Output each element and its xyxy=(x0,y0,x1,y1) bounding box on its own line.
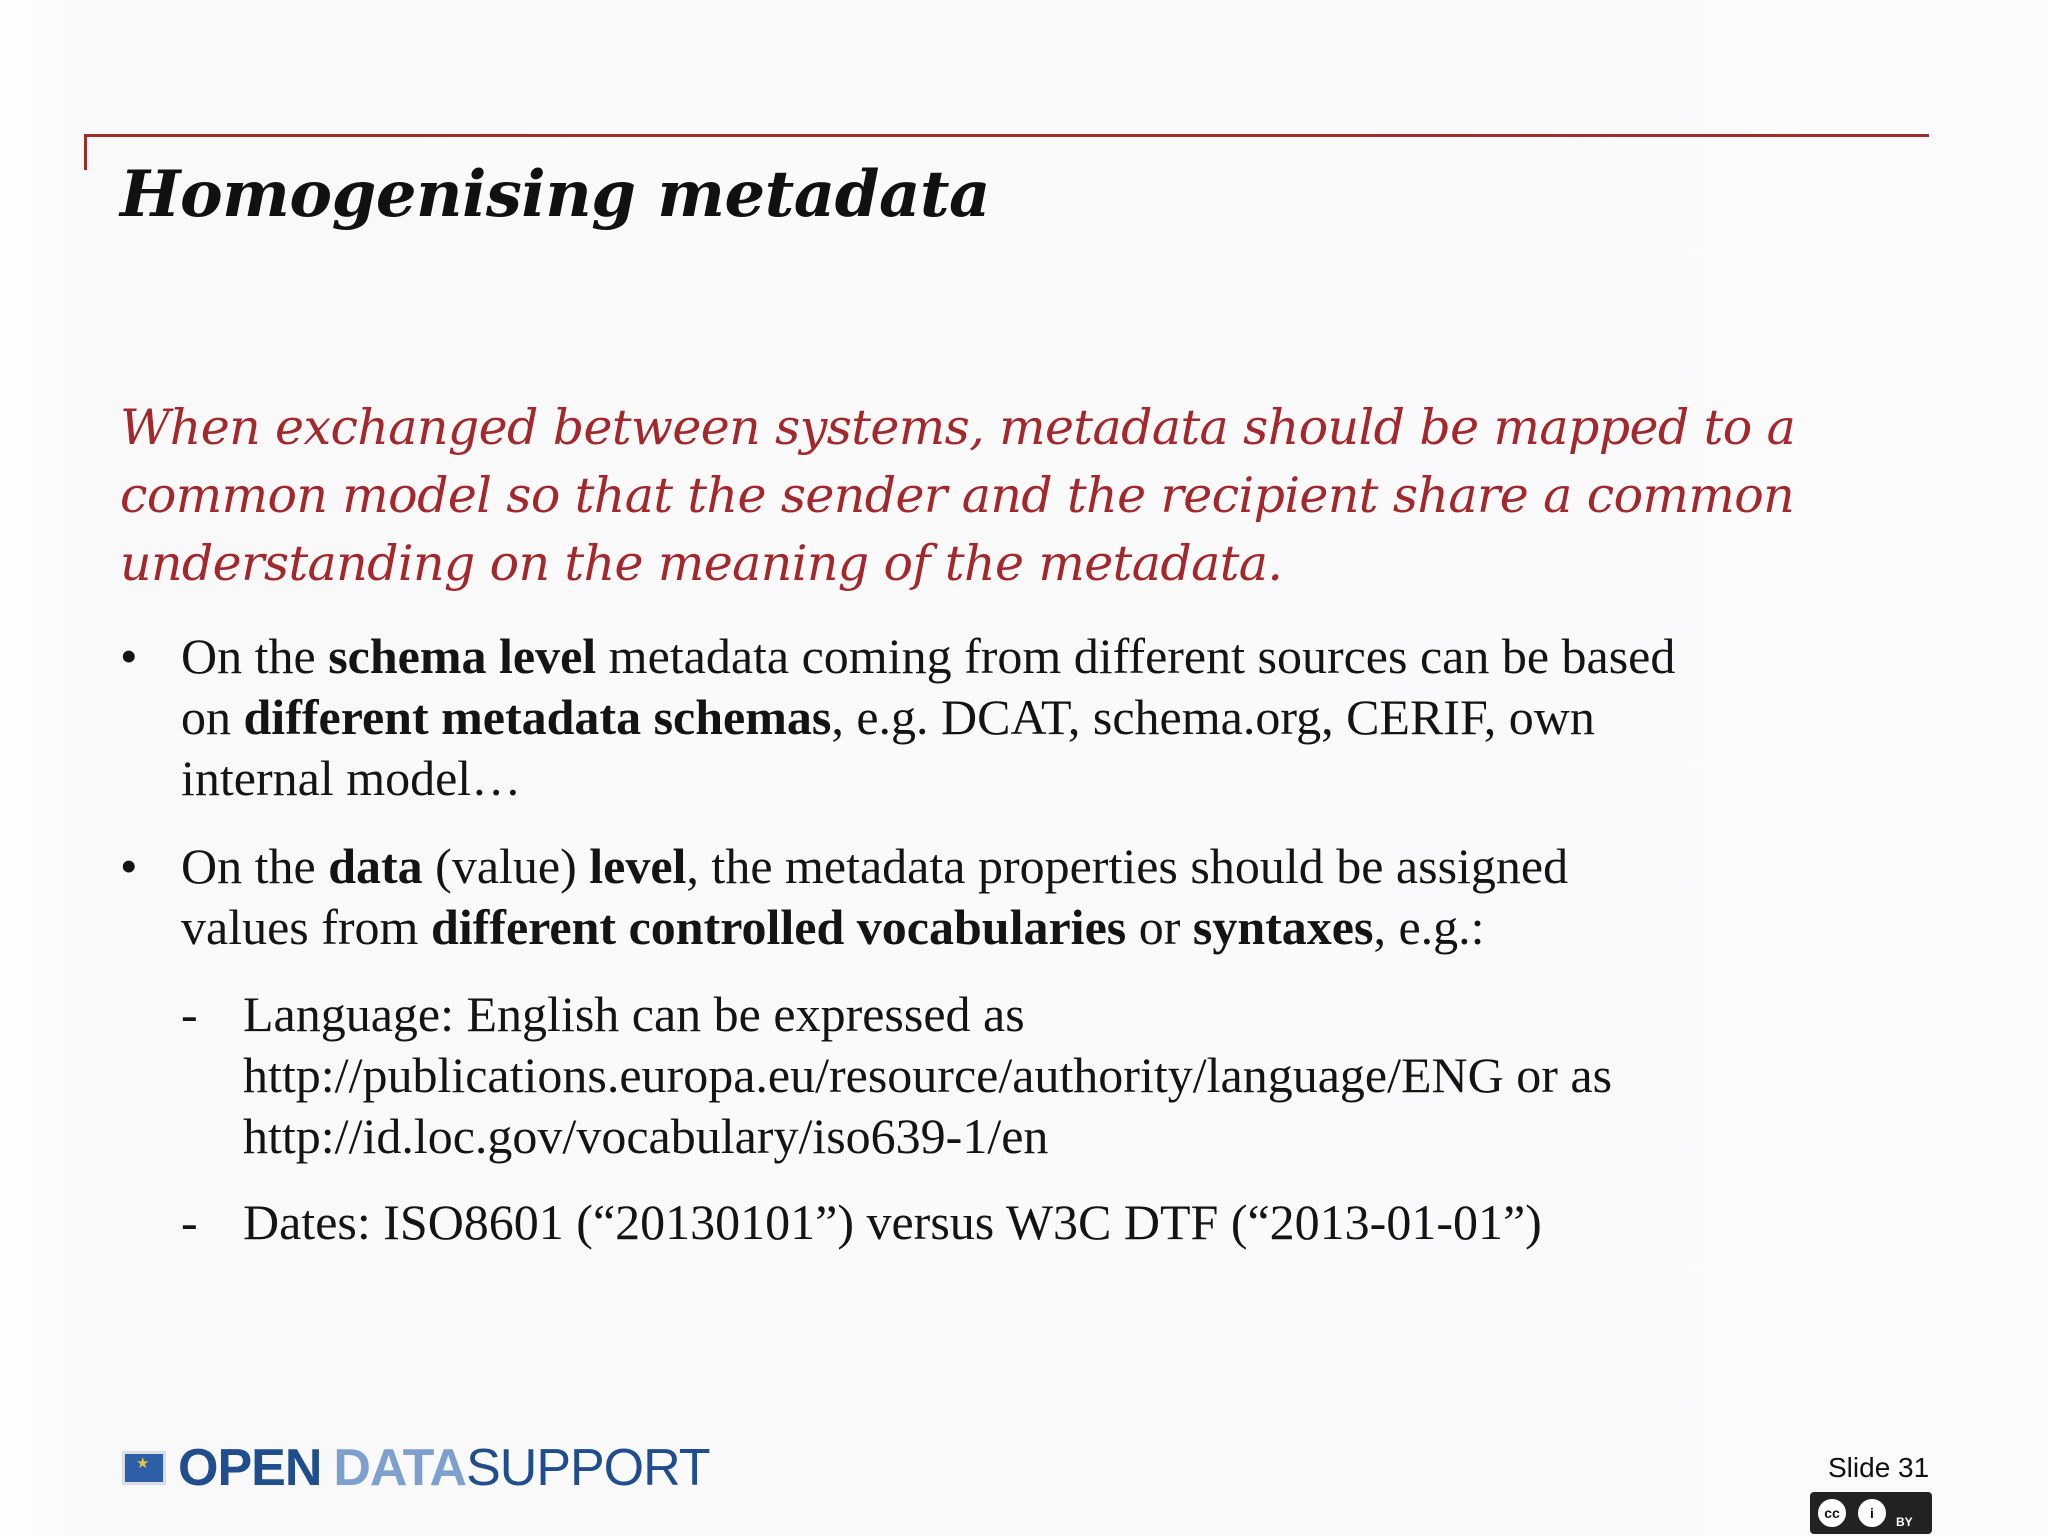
emphasis-different-schemas: different metadata schemas xyxy=(243,689,832,745)
intro-line: common model so that the sender and the recipient share a common xyxy=(120,467,1795,524)
text-run: on xyxy=(181,689,244,745)
sub-item-text xyxy=(243,1192,1542,1253)
intro-statement xyxy=(120,394,1940,598)
bullet-line xyxy=(181,836,2041,897)
emphasis-data: data xyxy=(328,838,423,894)
emphasis-schema-level: schema level xyxy=(328,628,597,684)
emphasis-syntaxes: syntaxes xyxy=(1192,899,1374,955)
bullet-line xyxy=(181,687,2041,748)
by-label: BY xyxy=(1896,1515,1913,1529)
text-run: metadata coming from different sources can be based xyxy=(596,628,1676,684)
emphasis-level: level xyxy=(589,838,687,894)
bullet-text xyxy=(181,626,2041,809)
cc-by-license-icon xyxy=(1810,1492,1932,1534)
sub-line: Dates: ISO8601 (“20130101”) versus W3C DTF (“2013-01-01”) xyxy=(243,1194,1542,1250)
cc-icon: cc xyxy=(1816,1497,1848,1529)
emphasis-controlled-vocabularies: different controlled vocabularies xyxy=(430,899,1127,955)
text-run: , e.g. DCAT, schema.org, CERIF, own xyxy=(831,689,1595,745)
logo-open-text: OPEN xyxy=(178,1439,322,1497)
text-run: On the xyxy=(181,838,329,894)
dash-mark: - xyxy=(181,1194,198,1250)
sub-line: http://publications.europa.eu/resource/authority/language/ENG or as xyxy=(243,1047,1613,1103)
sub-line: Language: English can be expressed as xyxy=(243,986,1025,1042)
text-run: On the xyxy=(181,628,329,684)
dash-mark: - xyxy=(181,986,198,1042)
bullet-line xyxy=(181,897,2041,958)
sub-item-text xyxy=(243,984,1612,1167)
logo-data-text: DATA xyxy=(333,1439,467,1497)
bullet-mark: • xyxy=(120,628,138,684)
intro-line: understanding on the meaning of the metadata. xyxy=(120,535,1283,592)
slide-number: Slide 31 xyxy=(1828,1452,1930,1483)
bullet-line xyxy=(181,626,2041,687)
intro-line: When exchanged between systems, metadata should be mapped to a xyxy=(120,399,1796,456)
sub-line: http://id.loc.gov/vocabulary/iso639-1/en xyxy=(243,1108,1049,1164)
bullet-text xyxy=(181,836,2041,958)
text-run: values from xyxy=(181,899,431,955)
title-rule xyxy=(84,134,1929,137)
open-data-support-logo xyxy=(122,1440,710,1496)
bullet-mark: • xyxy=(120,838,138,894)
attribution-icon: i xyxy=(1856,1497,1888,1529)
eu-flag-icon xyxy=(122,1451,166,1485)
title-rule-tick xyxy=(84,134,87,170)
text-run: , e.g.: xyxy=(1373,899,1485,955)
text-run: or xyxy=(1126,899,1193,955)
slide-title: Homogenising metadata xyxy=(120,157,990,232)
text-run: (value) xyxy=(422,838,590,894)
text-run: , the metadata properties should be assigned xyxy=(686,838,1569,894)
logo-support-text: SUPPORT xyxy=(466,1439,710,1497)
bullet-line: internal model… xyxy=(181,750,522,806)
